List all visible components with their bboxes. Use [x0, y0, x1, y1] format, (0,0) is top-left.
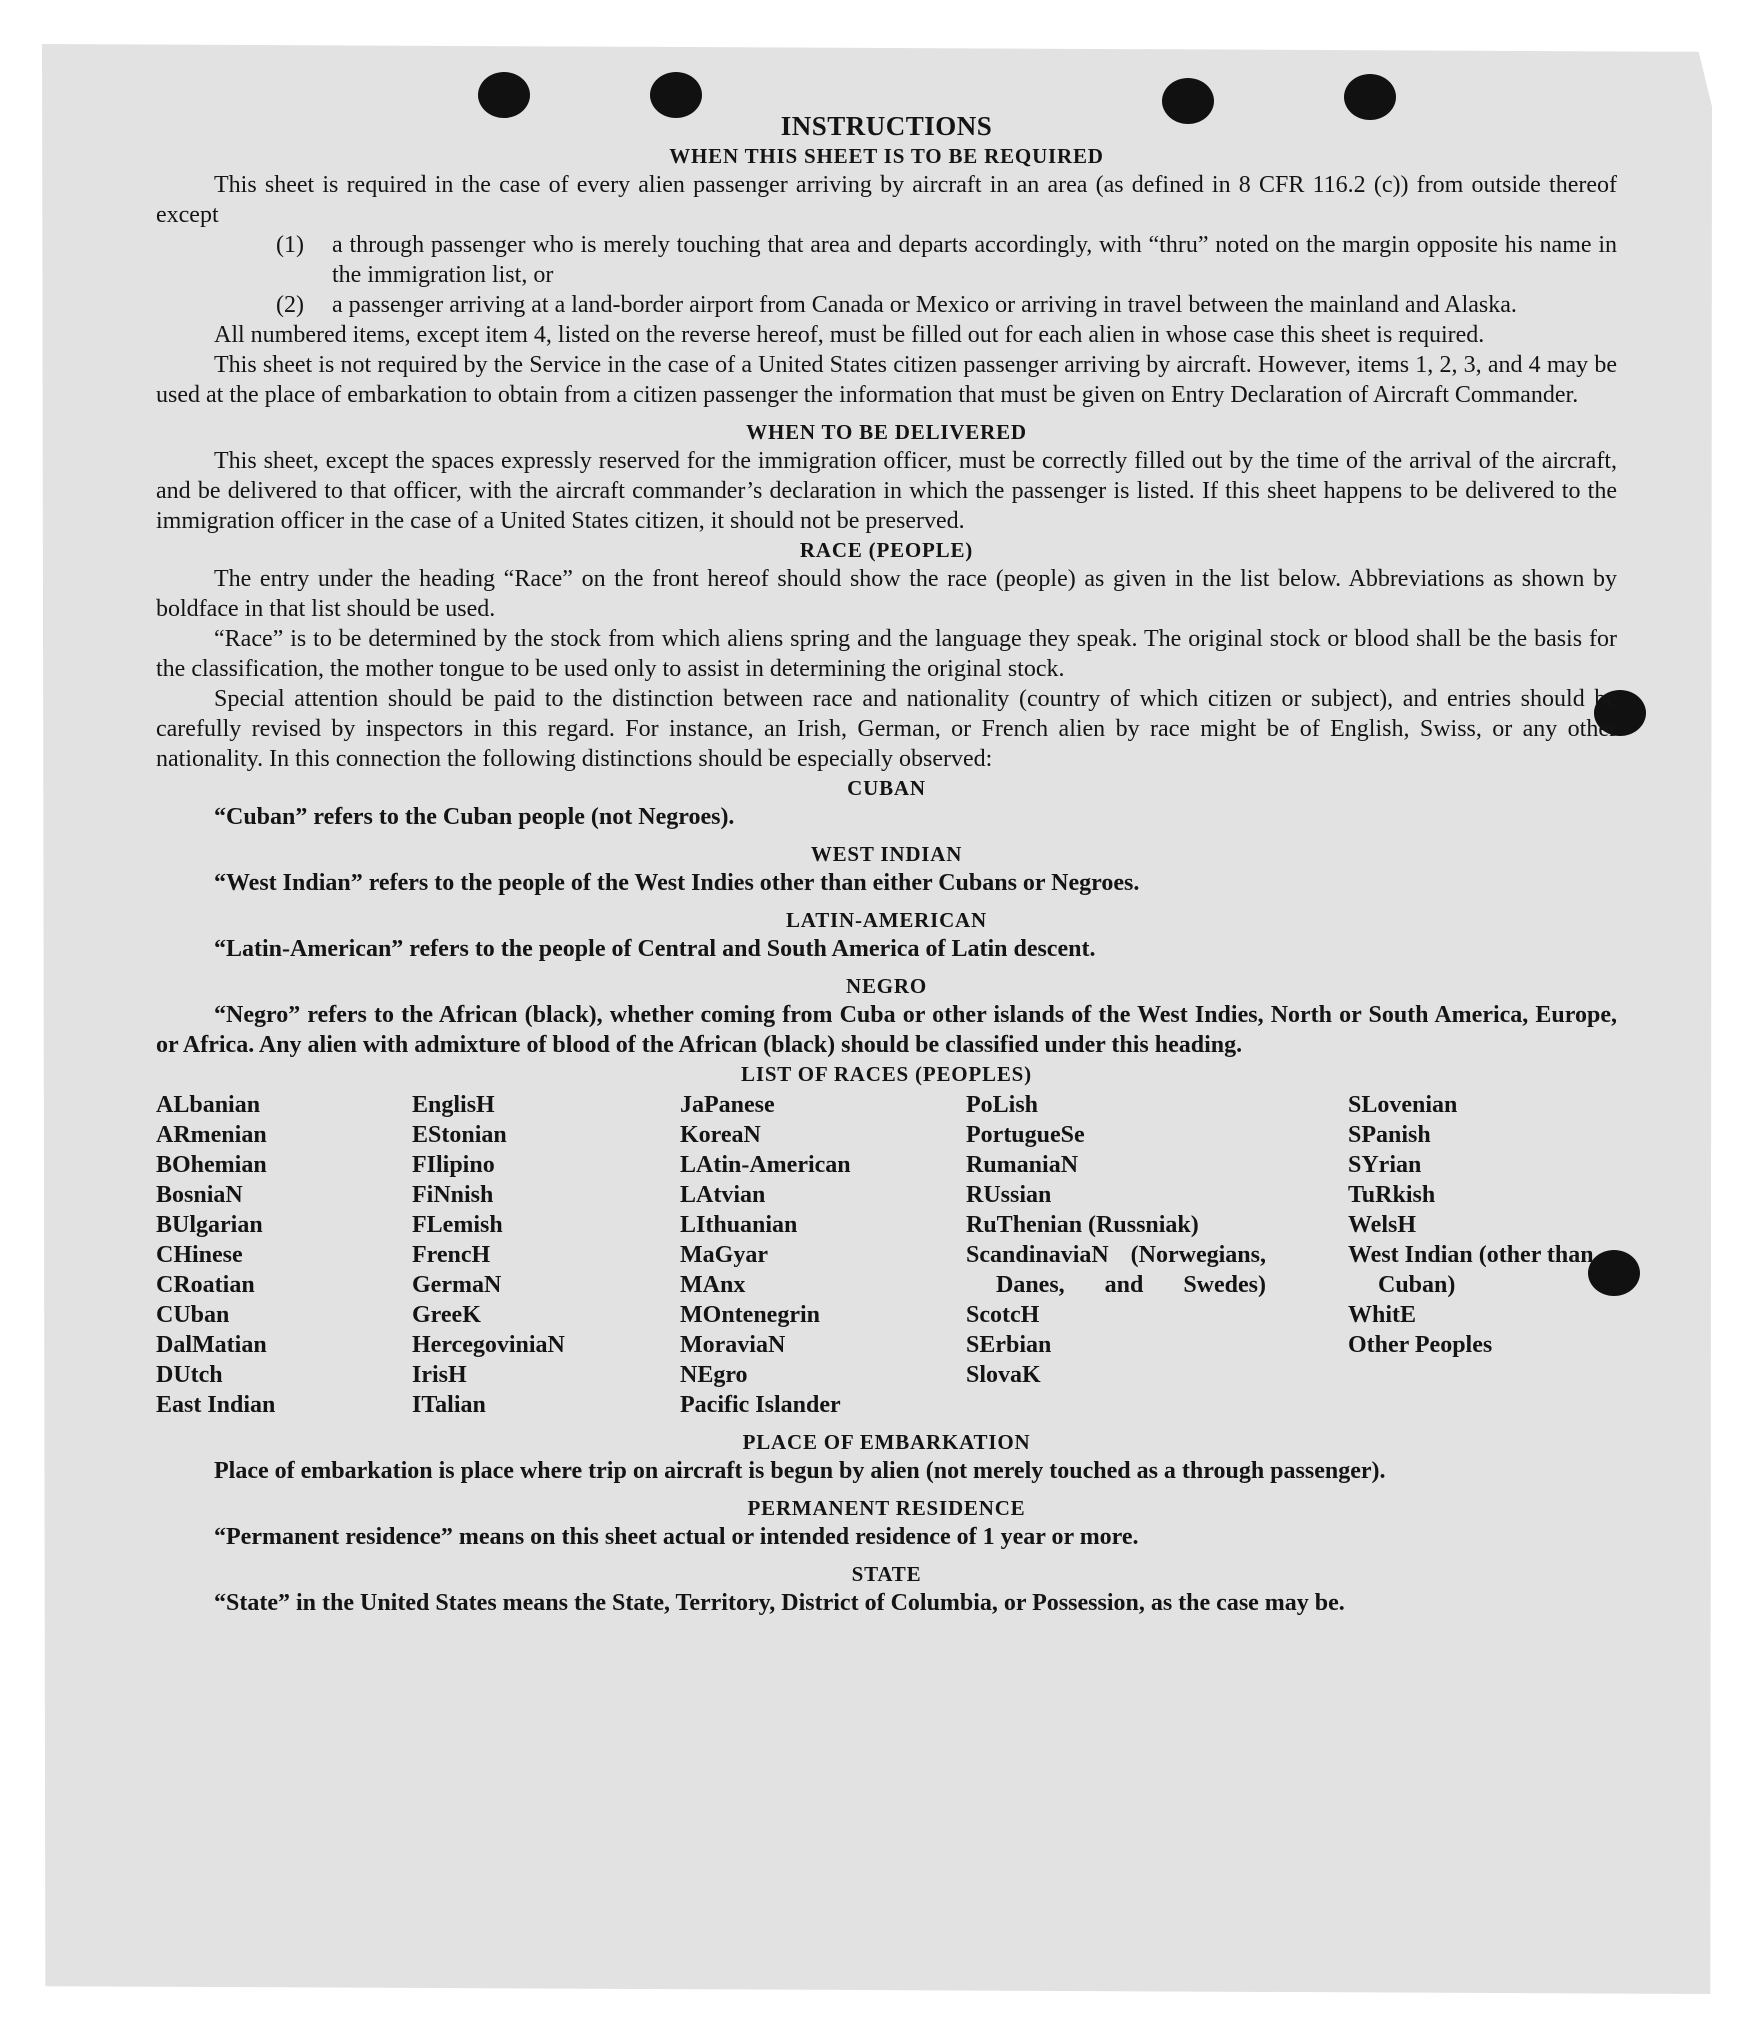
page-title: INSTRUCTIONS	[780, 111, 993, 141]
section-heading: LATIN-AMERICAN	[786, 908, 987, 932]
race-entry: West Indian (other than Cuban)	[1348, 1242, 1594, 1298]
race-entry: PoLish	[966, 1092, 1039, 1118]
race-entry: FLemish	[412, 1212, 503, 1238]
race-entry: SPanish	[1348, 1122, 1431, 1148]
race-entry: East Indian	[156, 1392, 276, 1418]
paragraph: This sheet, except the spaces expressly reserved for the immigration officer, must be correctly filled out by the time of the arrival of the aircraft, and be delivered to that officer, with the aircraft commander’s declaration in which the passenger is listed. If this sheet happens to be delivered to the immigration officer in the case of a United States citizen, it should not be preserved.	[156, 448, 1617, 534]
race-entry: ITalian	[412, 1392, 486, 1418]
paragraph: The entry under the heading “Race” on the front hereof should show the race (people) as given in the list below. Abbreviations as shown by boldface in that list should be used.	[156, 566, 1617, 622]
race-entry: JaPanese	[680, 1092, 775, 1118]
section-heading: STATE	[851, 1562, 922, 1586]
list-item	[276, 290, 1617, 320]
race-entry: HercegoviniaN	[412, 1332, 565, 1358]
race-entry: GermaN	[412, 1272, 502, 1298]
section-heading: WHEN TO BE DELIVERED	[746, 420, 1027, 444]
paragraph: Place of embarkation is place where trip on aircraft is begun by alien (not merely touched as a through passenger).	[214, 1458, 1386, 1484]
race-entry: FiNnish	[412, 1182, 494, 1208]
race-entry: ARmenian	[156, 1122, 267, 1148]
race-entry: LIthuanian	[680, 1212, 798, 1238]
race-entry: IrisH	[412, 1362, 467, 1388]
race-entry: DalMatian	[156, 1332, 267, 1358]
section-heading: LIST OF RACES (PEOPLES)	[741, 1062, 1032, 1086]
race-entry: SlovaK	[966, 1362, 1041, 1388]
race-entry: PortugueSe	[966, 1122, 1085, 1148]
paragraph: “Latin-American” refers to the people of Central and South America of Latin descent.	[214, 936, 1096, 962]
paragraph: “State” in the United States means the State, Territory, District of Columbia, or Possession, as the case may be.	[214, 1590, 1345, 1616]
race-entry: FrencH	[412, 1242, 491, 1268]
section-heading: PLACE OF EMBARKATION	[742, 1430, 1031, 1454]
race-entry: GreeK	[412, 1302, 481, 1328]
list-item	[276, 230, 1617, 290]
section-heading: NEGRO	[845, 974, 927, 998]
race-column	[412, 1090, 680, 1420]
section-heading: WEST INDIAN	[810, 842, 963, 866]
item-number: (1)	[276, 232, 304, 258]
section-heading: RACE (PEOPLE)	[799, 538, 974, 562]
race-entry: LAtin-American	[680, 1152, 851, 1178]
item-number: (2)	[276, 292, 304, 318]
race-entry: ScandinaviaN (Norwegians, Danes, and Swedes)	[966, 1242, 1266, 1298]
race-entry: DUtch	[156, 1362, 223, 1388]
race-column	[680, 1090, 966, 1420]
race-entry: LAtvian	[680, 1182, 766, 1208]
race-entry: RUssian	[966, 1182, 1052, 1208]
paragraph: “Race” is to be determined by the stock from which aliens spring and the language they speak. The original stock or blood shall be the basis for the classification, the mother tongue to be used only to assist in determining the original stock.	[156, 626, 1617, 682]
race-entry: CRoatian	[156, 1272, 255, 1298]
race-entry: WelsH	[1348, 1212, 1417, 1238]
race-entry: EnglisH	[412, 1092, 495, 1118]
race-entry: SLovenian	[1348, 1092, 1458, 1118]
race-entry: Other Peoples	[1348, 1332, 1493, 1358]
paragraph: “Permanent residence” means on this sheet actual or intended residence of 1 year or more.	[214, 1524, 1139, 1550]
race-entry: CHinese	[156, 1242, 243, 1268]
race-entry: WhitE	[1348, 1302, 1417, 1328]
paragraph: “Cuban” refers to the Cuban people (not Negroes).	[214, 804, 735, 830]
race-list	[156, 1090, 1617, 1420]
section-heading: CUBAN	[847, 776, 926, 800]
race-entry: ScotcH	[966, 1302, 1040, 1328]
race-entry: NEgro	[680, 1362, 748, 1388]
race-entry: MOntenegrin	[680, 1302, 820, 1328]
race-column	[966, 1090, 1266, 1420]
race-entry: RumaniaN	[966, 1152, 1079, 1178]
section-heading: PERMANENT RESIDENCE	[747, 1496, 1026, 1520]
race-column	[1348, 1090, 1617, 1420]
race-entry: BosniaN	[156, 1182, 243, 1208]
paragraph: This sheet is not required by the Service in the case of a United States citizen passenger arriving by aircraft. However, items 1, 2, 3, and 4 may be used at the place of embarkation to obtain from a citizen passenger the information that must be given on Entry Declaration of Aircraft Commander.	[156, 352, 1617, 408]
paragraph: Special attention should be paid to the distinction between race and nationality (country of which citizen or subject), and entries should be carefully revised by inspectors in this regard. For instance, an Irish, German, or French alien by race might be of English, Swiss, or any other nationality. In this connection the following distinctions should be especially observed:	[156, 686, 1617, 772]
paragraph: All numbered items, except item 4, listed on the reverse hereof, must be filled out for each alien in whose case this sheet is required.	[214, 322, 1485, 348]
race-entry: Pacific Islander	[680, 1392, 841, 1418]
race-entry: MaGyar	[680, 1242, 768, 1268]
instructions-content	[156, 110, 1617, 1618]
race-entry: ALbanian	[156, 1092, 261, 1118]
paragraph: This sheet is required in the case of every alien passenger arriving by aircraft in an area (as defined in 8 CFR 116.2 (c)) from outside thereof except	[156, 172, 1617, 228]
race-column	[156, 1090, 412, 1420]
section-heading: WHEN THIS SHEET IS TO BE REQUIRED	[669, 144, 1104, 168]
race-entry: EStonian	[412, 1122, 507, 1148]
race-entry: MAnx	[680, 1272, 746, 1298]
item-text: a passenger arriving at a land-border airport from Canada or Mexico or arriving in travel between the mainland and Alaska.	[332, 292, 1517, 318]
race-entry: MoraviaN	[680, 1332, 786, 1358]
race-entry: RuThenian (Russniak)	[966, 1212, 1199, 1238]
paragraph: “West Indian” refers to the people of the West Indies other than either Cubans or Negroes.	[214, 870, 1140, 896]
race-entry: SErbian	[966, 1332, 1052, 1358]
item-text: a through passenger who is merely touching that area and departs accordingly, with “thru” noted on the margin opposite his name in the immigration list, or	[332, 232, 1617, 288]
race-entry: TuRkish	[1348, 1182, 1436, 1208]
race-entry: KoreaN	[680, 1122, 761, 1148]
race-entry: BOhemian	[156, 1152, 267, 1178]
race-entry: CUban	[156, 1302, 230, 1328]
race-entry: SYrian	[1348, 1152, 1422, 1178]
race-entry: BUlgarian	[156, 1212, 263, 1238]
race-entry: FIlipino	[412, 1152, 495, 1178]
paragraph: “Negro” refers to the African (black), whether coming from Cuba or other islands of the West Indies, North or South America, Europe, or Africa. Any alien with admixture of blood of the African (black) should be classified under this heading.	[156, 1002, 1617, 1058]
